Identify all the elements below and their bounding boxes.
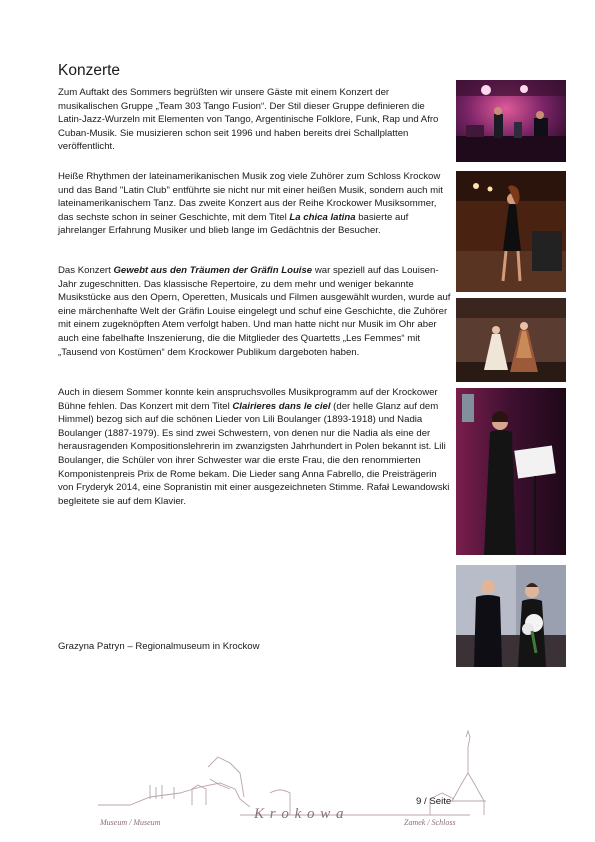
page-title: Konzerte: [58, 62, 121, 79]
footer-caption-schloss: Zamek / Schloss: [404, 818, 456, 827]
paragraph-boulanger: Auch in diesem Sommer konnte kein anspruchsvolles Musikprogramm auf der Krockower Bühne fehlen. Das Konzert mit dem Titel Clairieres dans le ciel (der helle Glanz auf dem Himmel) bezog sich auf die schönen Lieder von Lili Boulanger (1893-1918) und Nadia Boulanger (1887-1979). Es sind zwei Schwestern, von denen nur die Nadia als eine der herausragenden Kompositionslehrerin im zwanzigsten Jahrhundert in Polen bekannt ist. Lili Boulanger, die Schüler von ihrer Schwester war die erste Frau, die den renommierten Komponistenpreis Prix de Rome bekam. Die Lieder sang Anna Fabrello, die Preisträgerin von Fryderyk 2014, eine Sopranistin mit einer ausgezeichneten Stimme. Rafał Lewandowski begleitete sie auf dem Klavier.: [58, 387, 450, 507]
author-credit: Grazyna Patryn – Regionalmuseum in Krockow: [58, 641, 260, 652]
paragraph-les-femmes: Das Konzert Gewebt aus den Träumen der Gräfin Louise war speziell auf das Louisen-Jahr zugeschnitten. Das klassische Repertoire, zu dem mehr und weniger bekannte Musikstücke aus den Opern, Operetten, Musicals und Filmen ausgewählt wurden, wurde auf eine märchenhafte Welt der Gräfin Louise eingelegt und schuf eine Geschichte, die Zuhörer mit einem zugeknöpften Atem verfolgt haben. Und man hatte nicht nur Musik im Ohr aber auch eine fabelhafte Inszenierung, die die Mitglieder des Quartetts „Les Femmes“ mit „Tausend von Kostümen“ dem Krockower Publikum dargeboten haben.: [58, 265, 451, 358]
photo-performers-bow: [456, 565, 566, 667]
paragraph-team-303: Zum Auftakt des Sommers begrüßten wir unsere Gäste mit einem Konzert der musikalischen Gruppe „Team 303 Tango Fusion“. Der Stil dieser Gruppe definieren die Latin-Jazz-Wurzeln mit Elementen von Tango, Argentinische Folklore, Funk, Rap und Afro Cuban-Musik. Sie musizieren schon seit 1996 und haben bereits drei Schallplatten veröffentlicht.: [58, 87, 439, 153]
photo-latin-club-singer: [456, 171, 566, 292]
footer-logo-krokowa: K r o k o w a: [254, 806, 345, 822]
footer-caption-museum: Museum / Museum: [100, 818, 161, 827]
page-number: 9 / Seite: [416, 796, 452, 807]
photo-boulanger-concert: [456, 388, 566, 555]
photo-les-femmes: [456, 298, 566, 382]
paragraph-latin-club: Heiße Rhythmen der lateinamerikanischen Musik zog viele Zuhörer zum Schloss Krockow und das Band "Latin Club" entführte sie nicht nur mit einer heißen Musik, sondern auch mit lateinamerikanischem Tanz. Das zweite Konzert aus der Reihe Krockower Musiksommer, das sechste schon in seiner Geschichte, mit dem Titel La chica latina basierte auf jahrelanger Erfahrung Musiker und blieb lange im Gedächtnis der Besucher.: [58, 171, 443, 237]
photo-tango-band: [456, 80, 566, 162]
